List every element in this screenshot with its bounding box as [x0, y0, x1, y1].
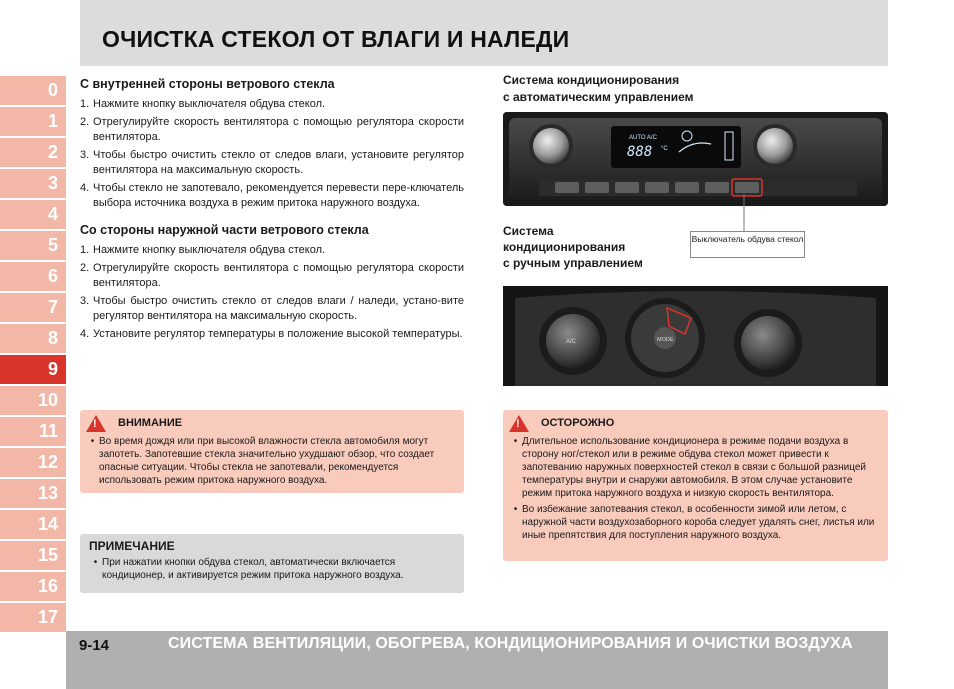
chapter-tab-8[interactable]: 8: [0, 324, 66, 353]
chapter-tab-15[interactable]: 15: [0, 541, 66, 570]
step-text: Чтобы быстро очистить стекло от следов влаги, установите регулятор вентилятора на максимальную скорость.: [93, 149, 464, 176]
manual-system-title-line3: с ручным управлением: [503, 256, 643, 270]
manual-climate-panel-image: [503, 286, 888, 386]
inside-step: [80, 115, 464, 145]
step-text: Чтобы быстро очистить стекло от следов влаги / наледи, устано-вите регулятор вентилятора на максимальную скорость.: [93, 295, 464, 322]
chapter-tab-11[interactable]: 11: [0, 417, 66, 446]
manual-system-title: [503, 223, 693, 271]
chapter-tab-10[interactable]: 10: [0, 386, 66, 415]
caution-label: ОСТОРОЖНО: [541, 417, 615, 429]
note-text: При нажатии кнопки обдува стекол, автоматически включается кондиционер, и активируется режим притока наружного воздуха.: [102, 557, 404, 581]
attention-header: [86, 415, 454, 432]
attention-box: [80, 410, 464, 493]
warning-triangle-icon: !: [509, 415, 529, 432]
chapter-tab-7[interactable]: 7: [0, 293, 66, 322]
chapter-tab-12[interactable]: 12: [0, 448, 66, 477]
attention-bullet: • Во время дождя или при высокой влажности стекла автомобиля могут запотеть. Запотевшие стекла значительно ухудшают обзор, что создает опасные ситуации. Чтобы стекла не запотевали, рекомендуется использовать режим притока наружного воздуха.: [86, 435, 454, 487]
callout-leader-line: [730, 190, 760, 235]
chapter-tab-9-active[interactable]: 9: [0, 355, 66, 384]
auto-system-title: [503, 72, 763, 106]
step-text: Установите регулятор температуры в положение высокой температуры.: [93, 328, 463, 340]
ac-label: A/C: [566, 339, 577, 345]
outside-section-title: Со стороны наружной части ветрового стекла: [80, 223, 369, 237]
caution-bullet: • Во избежание запотевания стекол, в особенности зимой или летом, с наружной части воздухозаборного короба следует удалять снег, листья или иные препятствия для поступления наружного воздуха.: [509, 503, 880, 542]
step-text: Отрегулируйте скорость вентилятора с помощью регулятора скорости вентилятора.: [93, 116, 464, 143]
attention-text: Во время дождя или при высокой влажности стекла автомобиля могут запотеть. Запотевшие стекла значительно ухудшают обзор, что создает опасные ситуации. Чтобы стекла не запотевали, рекомендуется использовать режим притока наружного воздуха.: [99, 436, 435, 486]
outside-step: [80, 327, 464, 342]
chapter-tab-16[interactable]: 16: [0, 572, 66, 601]
chapter-tab-14[interactable]: 14: [0, 510, 66, 539]
lcd-unit: °C: [661, 146, 668, 152]
caution-text: Длительное использование кондиционера в режиме подачи воздуха в сторону ног/стекол или в режиме обдува стекол может привести к запотеванию наружных поверхностей стекол в связи с большой разницей температуры внутри и снаружи автомобиля. В этом случае установите режим притока наружного воздуха и низкую скорость вентилятора.: [522, 436, 867, 499]
auto-panel-drawing: [503, 112, 888, 206]
panel-button[interactable]: [615, 182, 639, 193]
inside-step: [80, 181, 464, 211]
attention-label: ВНИМАНИЕ: [118, 417, 183, 429]
step-number: 4.: [80, 328, 90, 340]
temperature-knob[interactable]: [741, 316, 795, 370]
panel-button[interactable]: [705, 182, 729, 193]
chapter-tab-0[interactable]: 0: [0, 76, 66, 105]
note-bullet: • При нажатии кнопки обдува стекол, автоматически включается кондиционер, и активируется режим притока наружного воздуха.: [89, 556, 454, 582]
caution-text: Во избежание запотевания стекол, в особенности зимой или летом, с наружной части воздухозаборного короба следует удалять снег, листья или иные препятствия для поступления наружного воздуха.: [522, 504, 875, 541]
outside-step: [80, 261, 464, 291]
temp-knob-left[interactable]: [533, 128, 569, 164]
panel-button[interactable]: [555, 182, 579, 193]
chapter-tab-17[interactable]: 17: [0, 603, 66, 632]
chapter-tab-13[interactable]: 13: [0, 479, 66, 508]
step-number: 2.: [80, 116, 90, 128]
step-text: Нажмите кнопку выключателя обдува стекол.: [93, 244, 326, 256]
auto-climate-panel-image: [503, 112, 888, 206]
left-column: [80, 77, 464, 345]
lcd-digits: 888: [627, 144, 653, 160]
step-text: Нажмите кнопку выключателя обдува стекол.: [93, 98, 326, 110]
panel-button[interactable]: [645, 182, 669, 193]
auto-system-title-line2: с автоматическим управлением: [503, 90, 694, 104]
chapter-tab-5[interactable]: 5: [0, 231, 66, 260]
step-number: 2.: [80, 262, 90, 274]
caution-header: [509, 415, 880, 432]
manual-panel-drawing: [503, 286, 888, 386]
temp-knob-right[interactable]: [757, 128, 793, 164]
step-number: 3.: [80, 295, 90, 307]
manual-system-title-line1: Система: [503, 224, 554, 238]
footer-chapter-title: СИСТЕМА ВЕНТИЛЯЦИИ, ОБОГРЕВА, КОНДИЦИОНИРОВАНИЯ И ОЧИСТКИ ВОЗДУХА: [168, 635, 853, 652]
outside-step: [80, 243, 464, 258]
warning-triangle-icon: !: [86, 415, 106, 432]
lcd-mode-text: AUTO A/C: [629, 135, 657, 141]
caution-box: [503, 410, 888, 561]
step-number: 1.: [80, 98, 90, 110]
outside-step: [80, 294, 464, 324]
chapter-tab-4[interactable]: 4: [0, 200, 66, 229]
step-number: 1.: [80, 244, 90, 256]
note-box: [80, 534, 464, 593]
inside-section-title: С внутренней стороны ветрового стекла: [80, 77, 335, 91]
auto-system-title-line1: Система кондиционирования: [503, 73, 680, 87]
panel-button[interactable]: [675, 182, 699, 193]
manual-system-title-line2: кондиционирования: [503, 240, 626, 254]
mode-label: MODE: [657, 337, 674, 343]
panel-button[interactable]: [585, 182, 609, 193]
inside-step: [80, 148, 464, 178]
step-text: Отрегулируйте скорость вентилятора с помощью регулятора скорости вентилятора.: [93, 262, 464, 289]
inside-step: [80, 97, 464, 112]
step-number: 3.: [80, 149, 90, 161]
step-text: Чтобы стекло не запотевало, рекомендуется перевести пере-ключатель выбора источника воздуха в режим притока наружного воздуха.: [93, 182, 464, 209]
step-number: 4.: [80, 182, 90, 194]
page-number: 9-14: [79, 637, 110, 654]
chapter-tab-1[interactable]: 1: [0, 107, 66, 136]
defrost-callout: Выключатель обдува стекол: [690, 231, 805, 258]
chapter-tab-2[interactable]: 2: [0, 138, 66, 167]
chapter-tab-3[interactable]: 3: [0, 169, 66, 198]
page-title: ОЧИСТКА СТЕКОЛ ОТ ВЛАГИ И НАЛЕДИ: [102, 26, 570, 52]
note-label: ПРИМЕЧАНИЕ: [89, 539, 175, 553]
caution-bullet: • Длительное использование кондиционера в режиме подачи воздуха в сторону ног/стекол или в режиме обдува стекол может привести к запотеванию наружных поверхностей стекол в связи с большой разницей температуры внутри и снаружи автомобиля. В этом случае установите режим притока наружного воздуха и низкую скорость вентилятора.: [509, 435, 880, 500]
chapter-tab-6[interactable]: 6: [0, 262, 66, 291]
